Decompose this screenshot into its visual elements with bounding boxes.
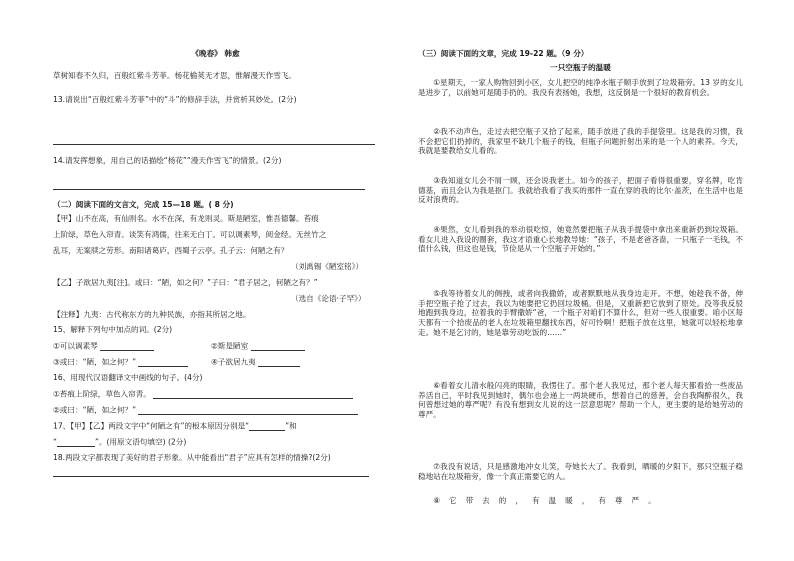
q17-blank-1[interactable] [249,421,285,431]
q17-text-d: ”。(用原文语句填空) (2分) [94,437,187,447]
q15-item-1 [53,341,154,351]
question-16: 16、用现代汉语翻译文中画线的句子。(4分) [53,373,203,382]
q15-blank-3[interactable] [138,357,188,367]
section-2-heading: （二）阅读下面的文言文，完成 15—18 题。( 8 分) [53,200,234,209]
poem-title: 《晚春》 韩愈 [191,49,240,58]
paragraph-6: ⑥看着女儿清水般闪亮的眼睛，我愣住了。那个老人我见过，那个老人每天都看拾一些废品养活自己，平时我见到她时，偶尔也会递上一两块硬币，想着自己的慈善，会自我陶醉很久，我何曾想过她的尊严呢？有没有想到女儿说的这一层意思呢？帮助一个人，更主要的是给她劳动的尊严。 [418,381,743,420]
q15-blank-1[interactable] [100,341,154,351]
passage-jia-line-2: 上阶绿，草色入帘青。谈笑有鸿儒，往来无白丁。可以调素琴，阅金经。无丝竹之 [53,230,327,239]
annotation-note: 【注释】九夷：古代称东方的九种民族，亦指其所居之地。 [53,310,251,319]
q15-item-2-text: ②斯是陋室 [211,341,249,351]
paragraph-7: ⑦我没有说话，只是感激地冲女儿笑，夸她长大了。我看到，晒暖的夕阳下，那只空瓶子稳稳地站在垃圾箱旁，像一个真正需要它的人。 [418,462,743,481]
article-title: 一只空瓶子的温暖 [550,63,611,72]
paragraph-4: ④果然，女儿看到我的举动很吃惊，她竟然要把瓶子从我手提袋中拿出来重新扔到垃圾箱。看女儿进入我设的圈套，我这才语重心长地教导她：“孩子，不是老爸吝啬，一只瓶子一毛钱，不值什么钱，但这也是钱，节俭是从一个空瓶子开始的。” [418,225,743,254]
q15-blank-2[interactable] [251,341,305,351]
q16-item-1 [53,389,353,399]
question-14: 14.请发挥想象，用自己的话描绘“杨花”“漫天作雪飞”的情景。(2分) [53,156,282,165]
q17-text-c: “ [53,437,57,447]
question-17-line-2 [53,437,186,447]
question-18: 18.两段文字都表现了美好的君子形象。从中能看出“君子”应具有怎样的情操?(2分) [53,453,331,462]
paragraph-5: ⑤我等待着女儿的侧拽，或者向我撒娇，或者默默地从我身边走开。不想，她趁我不备，伸手把空瓶子抢了过去，我以为她要把它扔回垃圾桶。但是，又重新把它放到了原处。没等我反驳地跑到我身边，拉着我的手臂撒娇“爸，一个瓶子对咱们不算什么，但对一些人很重要。咱小区每天都有一个拾废品的老人在垃圾箱里翻找东西，好可怜啊！把瓶子放在这里，她就可以轻松地拿走。她不是乞讨的，她是靠劳动吃饭的……” [418,289,743,337]
answer-line-14[interactable] [53,189,365,190]
passage-jia-source: （刘禹锡《陋室铭》） [291,262,364,271]
passage-jia-line-1: 【甲】山不在高，有仙则名。水不在深，有龙则灵。斯是陋室，惟吾德馨。苔痕 [53,214,319,223]
paragraph-3: ③我知道女儿会不屑一顾，还会说我老土。如今的孩子，把面子看得很重要，穿名牌，吃肯德基，而且会认为我是抠门。我就给我看了我买的那件一直在穿的我的比尔·盖茨，在生活中也是反对浪费的。 [418,176,743,205]
q17-blank-2[interactable] [57,437,95,447]
question-13: 13.请说出“百般红紫斗芳菲”中的“斗”的修辞手法，并赏析其妙处。(2分) [53,95,297,104]
section-3-heading: （三）阅读下面的文章，完成 19-22 题。（9 分） [418,49,589,58]
q15-item-3-text: ③或曰：“陋，如之何？” [53,357,137,367]
paragraph-1: ①星期天，一家人购物回到小区，女儿把空的纯净水瓶子顺手放到了垃圾箱旁。13 岁的女儿是进步了，以前她可是随手扔的。我没有表扬她，我想，这反倒是一个很好的教育机会。 [418,78,743,97]
q16-item-1-text: ①苔痕上阶绿，草色入帘青。 [53,389,151,399]
q15-item-4 [211,357,300,367]
q17-text-b: ”和 [285,421,297,431]
passage-yi-source: （选自《论语·子罕》） [291,294,366,303]
poem-text: 草树知春不久归，百般红紫斗芳菲。杨花榆荚无才思，惟解漫天作雪飞。 [53,71,296,80]
passage-jia-line-3: 乱耳，无案牍之劳形。南阳诸葛庐，西蜀子云亭。孔子云：何陋之有？ [53,246,289,255]
paragraph-2: ②我不动声色，走过去把空瓶子又拾了起来，随手放进了我的手提袋里。这是我的习惯，我不会把它们扔掉的，我家里不缺几个瓶子的钱，但瓶子问题折射出来的是一个人的素养。今天，我就是要教给女儿看的。 [418,127,743,156]
answer-line-18[interactable] [53,476,369,477]
q16-blank-1[interactable] [153,389,353,399]
question-17-line-1 [53,421,297,431]
q15-item-3 [53,357,188,367]
question-15: 15、解释下列句中加点的词。(2分) [53,325,173,334]
q16-blank-2[interactable] [138,405,358,415]
q17-text-a: 17、【甲】【乙】两段文字中“何陋之有”的根本原因分别是“ [53,421,250,431]
q15-item-4-text: ④子欲居九夷 [211,357,256,367]
paragraph-8: ⑧它带去的，有温暖，有尊严。 [433,496,665,505]
q15-blank-4[interactable] [258,357,300,367]
passage-yi-line-1: 【乙】子欲居九夷[注]。或曰：“陋，如之何？”子曰：“君子居之，何陋之有？” [53,278,318,287]
q16-item-2 [53,405,358,415]
q16-item-2-text: ②或曰：“陋，如之何？” [53,405,137,415]
q15-item-2 [211,341,305,351]
answer-line-13[interactable] [53,144,375,145]
q15-item-1-text: ①可以调素琴 [53,341,98,351]
